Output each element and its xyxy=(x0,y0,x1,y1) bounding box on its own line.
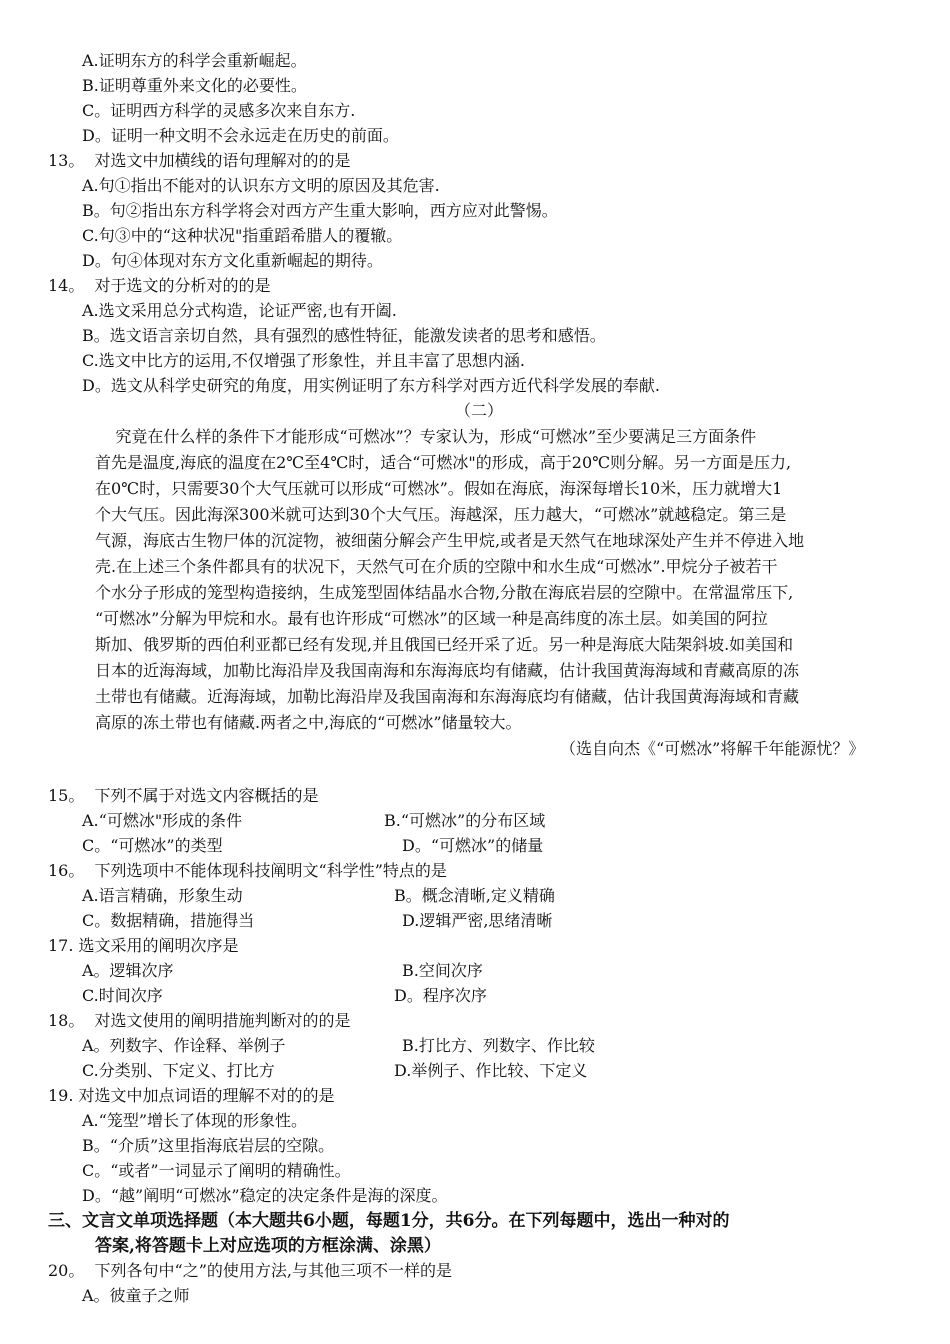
q13-option-a: A.句①指出不能对的认识东方文明的原因及其危害. xyxy=(82,176,440,195)
q17-question xyxy=(48,935,239,957)
q13-question xyxy=(48,150,351,172)
q12-option-a: A.证明东方的科学会重新崛起。 xyxy=(82,51,307,70)
q20-stem: 下列各句中“之”的使用方法,与其他三项不一样的是 xyxy=(94,1261,452,1280)
q17-option-d: D。程序次序 xyxy=(394,986,487,1005)
q14-stem: 对于选文的分析对的的是 xyxy=(94,276,271,295)
q16-stem: 下列选项中不能体现科技阐明文“科学性”特点的是 xyxy=(94,861,447,880)
q12-option-b: B.证明尊重外来文化的必要性。 xyxy=(82,76,307,95)
section3-heading-cont: 答案,将答题卡上对应选项的方框涂满、涂黑） xyxy=(95,1236,441,1256)
q12-option-c: C。证明西方科学的灵感多次来自东方. xyxy=(82,101,356,120)
q15-number: 15。 xyxy=(48,786,85,805)
q14-number: 14。 xyxy=(48,276,85,295)
passage-line-2: 首先是温度,海底的温度在2℃至4℃时，适合“可燃冰"的形成，高于20℃则分解。另一方面是压力, xyxy=(95,453,792,472)
q13-stem: 对选文中加横线的语句理解对的的是 xyxy=(94,151,351,170)
q18-stem: 对选文使用的阐明措施判断对的的是 xyxy=(94,1011,351,1030)
passage-source: （选自向杰《“可燃冰”将解千年能源忧？》 xyxy=(560,739,865,758)
passage-line-4: 个大气压。因此海深300米就可达到30个大气压。海越深，压力越大，“可燃冰”就越稳定。第三是 xyxy=(95,505,787,524)
section2-title: （二） xyxy=(455,401,504,420)
q19-number: 19. xyxy=(48,1086,74,1105)
q15-option-a: A.“可燃冰"形成的条件 xyxy=(82,811,243,830)
q15-option-c: C。“可燃冰”的类型 xyxy=(82,836,223,855)
q16-question xyxy=(48,860,447,882)
q15-option-d: D。“可燃冰”的储量 xyxy=(402,836,544,855)
q17-option-c: C.时间次序 xyxy=(82,986,163,1005)
q18-option-c: C.分类别、下定义、打比方 xyxy=(82,1061,275,1080)
q18-option-a: A。列数字、作诠释、举例子 xyxy=(82,1036,286,1055)
passage-line-1: 究竟在什么样的条件下才能形成“可燃冰”？专家认为，形成“可燃冰”至少要满足三方面条件 xyxy=(95,427,757,446)
q16-option-c: C。数据精确，措施得当 xyxy=(82,911,255,930)
q19-option-d: D。“越”阐明“可燃冰”稳定的决定条件是海的深度。 xyxy=(82,1186,448,1205)
q18-number: 18。 xyxy=(48,1011,85,1030)
q16-number: 16。 xyxy=(48,861,85,880)
q19-option-b: B。“介质”这里指海底岩层的空隙。 xyxy=(82,1136,335,1155)
passage-line-10: 日本的近海海域，加勒比海沿岸及我国南海和东海海底均有储藏，估计我国黄海海域和青藏高原的冻 xyxy=(95,661,800,680)
q18-option-b: B.打比方、列数字、作比较 xyxy=(402,1036,595,1055)
q17-stem: 选文采用的阐明次序是 xyxy=(78,936,239,955)
q16-option-b: B。概念清晰,定义精确 xyxy=(394,886,555,905)
q15-question xyxy=(48,785,319,807)
q19-question xyxy=(48,1085,335,1107)
q19-stem: 对选文中加点词语的理解不对的的是 xyxy=(78,1086,335,1105)
passage-line-5: 气源，海底古生物尸体的沉淀物，被细菌分解会产生甲烷,或者是天然气在地球深处产生并不停进入地 xyxy=(95,531,805,550)
q14-option-a: A.选文采用总分式构造，论证严密,也有开阖. xyxy=(82,301,397,320)
passage-line-9: 斯加、俄罗斯的西伯利亚都已经有发现,并且俄国已经开采了近。另一种是海底大陆架斜坡.如美国和 xyxy=(95,635,794,654)
q20-number: 20。 xyxy=(48,1261,85,1280)
q20-option-a: A。彼童子之师 xyxy=(82,1286,190,1305)
q16-option-a: A.语言精确，形象生动 xyxy=(82,886,243,905)
q15-option-b: B.“可燃冰”的分布区域 xyxy=(384,811,546,830)
q16-option-d: D.逻辑严密,思绪清晰 xyxy=(402,911,553,930)
q17-number: 17. xyxy=(48,936,74,955)
passage-line-6: 壳.在上述三个条件都具有的状况下，天然气可在介质的空隙中和水生成“可燃冰”.甲烷分子被若干 xyxy=(95,557,778,576)
q13-option-d: D。句④体现对东方文化重新崛起的期待。 xyxy=(82,251,383,270)
q14-option-b: B。选文语言亲切自然，具有强烈的感性特征，能激发读者的思考和感悟。 xyxy=(82,326,606,345)
q13-option-b: B。句②指出东方科学将会对西方产生重大影响，西方应对此警惕。 xyxy=(82,201,558,220)
q18-option-d: D.举例子、作比较、下定义 xyxy=(394,1061,588,1080)
q14-question xyxy=(48,275,271,297)
q15-stem: 下列不属于对选文内容概括的是 xyxy=(94,786,319,805)
q13-option-c: C.句③中的“这种状况"指重蹈希腊人的覆辙。 xyxy=(82,226,403,245)
q17-option-b: B.空间次序 xyxy=(402,961,483,980)
q12-option-d: D。证明一种文明不会永远走在历史的前面。 xyxy=(82,126,399,145)
q14-option-d: D。选文从科学史研究的角度，用实例证明了东方科学对西方近代科学发展的奉献. xyxy=(82,376,660,395)
passage-line-12: 高原的冻土带也有储藏.两者之中,海底的“可燃冰”储量较大。 xyxy=(95,713,522,732)
q17-option-a: A。逻辑次序 xyxy=(82,961,174,980)
q19-option-c: C。“或者”一词显示了阐明的精确性。 xyxy=(82,1161,351,1180)
q20-question xyxy=(48,1260,452,1282)
passage-line-7: 个水分子形成的笼型构造接纳，生成笼型固体结晶水合物,分散在海底岩层的空隙中。在常温常压下, xyxy=(95,583,794,602)
q19-option-a: A.“笼型”增长了体现的形象性。 xyxy=(82,1111,308,1130)
q14-option-c: C.选文中比方的运用,不仅增强了形象性，并且丰富了思想内涵. xyxy=(82,351,525,370)
q13-number: 13。 xyxy=(48,151,85,170)
section3-heading: 三、文言文单项选择题（本大题共6小题，每题1分，共6分。在下列每题中，选出一种对的 xyxy=(48,1211,730,1231)
passage-line-8: “可燃冰”分解为甲烷和水。最有也许形成“可燃冰”的区域一种是高纬度的冻土层。如美国的阿拉 xyxy=(95,609,768,628)
passage-line-11: 土带也有储藏。近海海域，加勒比海沿岸及我国南海和东海海底均有储藏，估计我国黄海海域和青藏 xyxy=(95,687,800,706)
q18-question xyxy=(48,1010,351,1032)
passage-line-3: 在0℃时，只需要30个大气压就可以形成“可燃冰”。假如在海底，海深每增长10米，压力就增大1 xyxy=(95,479,783,498)
